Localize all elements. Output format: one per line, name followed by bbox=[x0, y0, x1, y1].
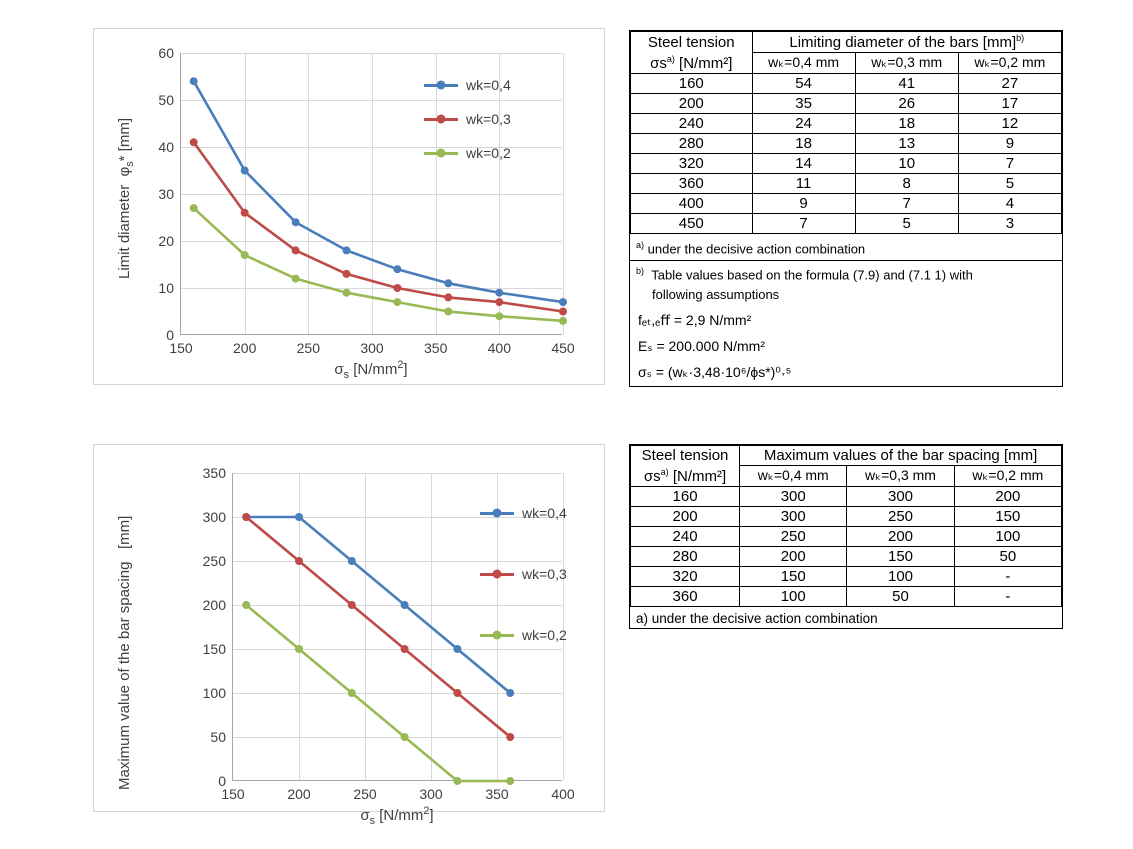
legend-swatch-wk-03 bbox=[424, 118, 458, 121]
table-notes bbox=[630, 234, 1062, 388]
header-cell-span-title: Maximum values of the bar spacing [mm] bbox=[740, 446, 1062, 466]
chart-legend bbox=[424, 77, 511, 179]
header-cell-sigma: σs$^{a)}$ [N/mm²] bbox=[631, 53, 753, 74]
bar-spacing-chart-panel bbox=[93, 444, 605, 827]
table-row: 240 250 200 100 bbox=[631, 526, 1062, 546]
legend-item bbox=[424, 145, 511, 161]
y-axis-tick: 150 bbox=[202, 641, 226, 657]
note-b: $^{b)}$ Table values based on the formula (7.9) and (7.1 1) with bbox=[636, 266, 973, 283]
legend-swatch-wk-02 bbox=[480, 634, 514, 637]
y-axis-tick: 50 bbox=[210, 729, 226, 745]
notes-divider bbox=[630, 260, 1062, 261]
chart-legend bbox=[480, 505, 567, 661]
header-cell-steel-tension: Steel tension bbox=[631, 446, 740, 466]
table-row: 200 35 26 17 bbox=[631, 93, 1062, 113]
legend-swatch-wk-02 bbox=[424, 152, 458, 155]
y-axis-tick: 0 bbox=[166, 327, 174, 343]
legend-label: wk=0,3 bbox=[522, 566, 567, 582]
table-header-row bbox=[631, 446, 1062, 466]
table-row: 200 300 250 150 bbox=[631, 506, 1062, 526]
table-subheader-row bbox=[631, 466, 1062, 487]
table-header-row bbox=[631, 32, 1062, 53]
header-cell-wk04: wₖ=0,4 mm bbox=[752, 53, 855, 74]
legend-label: wk=0,4 bbox=[522, 505, 567, 521]
table-row: 450 7 5 3 bbox=[631, 213, 1062, 233]
x-axis-tick: 350 bbox=[485, 786, 509, 802]
x-axis-tick: 300 bbox=[419, 786, 443, 802]
formula-es: Eₛ = 200.000 N/mm² bbox=[638, 337, 765, 354]
x-axis-tick: 450 bbox=[551, 340, 575, 356]
y-axis-tick: 250 bbox=[202, 553, 226, 569]
y-axis-tick: 100 bbox=[202, 685, 226, 701]
x-axis-title: $\sigma_s$ $[N/mm^2]$ bbox=[334, 359, 408, 381]
x-axis-tick: 200 bbox=[233, 340, 257, 356]
y-axis-tick: 20 bbox=[158, 233, 174, 249]
legend-label: wk=0,4 bbox=[466, 77, 511, 93]
table-row: 160 54 41 27 bbox=[631, 73, 1062, 93]
header-cell-wk04: wₖ=0,4 mm bbox=[740, 466, 847, 487]
legend-item bbox=[424, 77, 511, 93]
table-row: 160 300 300 200 bbox=[631, 486, 1062, 506]
header-cell-wk02: wₖ=0,2 mm bbox=[954, 466, 1061, 487]
x-axis-tick: 150 bbox=[221, 786, 245, 802]
y-axis-tick: 0 bbox=[218, 773, 226, 789]
y-axis-tick: 10 bbox=[158, 280, 174, 296]
x-axis-title: $\sigma_s$ $[N/mm^2]$ bbox=[360, 805, 434, 827]
x-axis-tick: 300 bbox=[360, 340, 384, 356]
note-b-cont: following assumptions bbox=[652, 287, 780, 303]
legend-item bbox=[480, 505, 567, 521]
table-row: 360 100 50 - bbox=[631, 586, 1062, 606]
table-row: 360 11 8 5 bbox=[631, 173, 1062, 193]
legend-label: wk=0,2 bbox=[522, 627, 567, 643]
gridline bbox=[563, 53, 564, 334]
x-axis-tick: 250 bbox=[353, 786, 377, 802]
x-axis-tick: 400 bbox=[551, 786, 575, 802]
limit-diameter-chart-panel bbox=[93, 28, 605, 385]
legend-swatch-wk-04 bbox=[480, 512, 514, 515]
table-row: 240 24 18 12 bbox=[631, 113, 1062, 133]
y-axis-tick: 60 bbox=[158, 45, 174, 61]
header-cell-sigma: σs$^{a)}$ [N/mm²] bbox=[631, 466, 740, 487]
formula-fct-eff: fₑₜ,ₑﬀ = 2,9 N/mm² bbox=[638, 311, 752, 328]
y-axis-tick: 300 bbox=[202, 509, 226, 525]
y-axis-title: Limit diameter $\varphi_s*$ [mm] bbox=[116, 117, 136, 279]
header-cell-wk02: wₖ=0,2 mm bbox=[958, 53, 1061, 74]
series-wk-04 bbox=[242, 513, 514, 697]
x-axis-tick: 400 bbox=[487, 340, 511, 356]
series-wk-02 bbox=[190, 204, 567, 325]
legend-label: wk=0,3 bbox=[466, 111, 511, 127]
table-subheader-row bbox=[631, 53, 1062, 74]
x-axis-tick: 200 bbox=[287, 786, 311, 802]
legend-swatch-wk-03 bbox=[480, 573, 514, 576]
legend-item bbox=[480, 627, 567, 643]
y-axis-tick: 200 bbox=[202, 597, 226, 613]
table-row: 320 150 100 - bbox=[631, 566, 1062, 586]
table-row: 280 200 150 50 bbox=[631, 546, 1062, 566]
x-axis-tick: 150 bbox=[169, 340, 193, 356]
bar-spacing-table bbox=[629, 444, 1063, 629]
note-a: $^{a)}$ under the decisive action combination bbox=[636, 239, 866, 256]
header-sup-b: b) bbox=[1016, 33, 1025, 43]
x-axis-tick: 350 bbox=[424, 340, 448, 356]
y-axis-tick: 30 bbox=[158, 186, 174, 202]
y-axis-tick: 40 bbox=[158, 139, 174, 155]
x-axis-tick: 250 bbox=[296, 340, 320, 356]
header-cell-steel-tension: Steel tension bbox=[631, 32, 753, 53]
table-row: 400 9 7 4 bbox=[631, 193, 1062, 213]
table-note: a) under the decisive action combination bbox=[636, 610, 878, 626]
header-cell-span-title: Limiting diameter of the bars [mm]$^{b)}$ bbox=[752, 32, 1061, 53]
y-axis-tick: 50 bbox=[158, 92, 174, 108]
legend-swatch-wk-04 bbox=[424, 84, 458, 87]
legend-item bbox=[480, 566, 567, 582]
header-cell-wk03: wₖ=0,3 mm bbox=[855, 53, 958, 74]
formula-sigma-s: σₛ = (wₖ·3,48·10⁶/ϕs*)⁰˕⁵ bbox=[638, 363, 792, 380]
series-wk-03 bbox=[242, 513, 514, 741]
table-row: 280 18 13 9 bbox=[631, 133, 1062, 153]
limiting-diameter-table bbox=[629, 30, 1063, 387]
bar-spacing-data-table bbox=[630, 445, 1062, 607]
y-axis-tick: 350 bbox=[202, 465, 226, 481]
limiting-diameter-data-table bbox=[630, 31, 1062, 234]
header-cell-wk03: wₖ=0,3 mm bbox=[847, 466, 954, 487]
legend-label: wk=0,2 bbox=[466, 145, 511, 161]
table-row: 320 14 10 7 bbox=[631, 153, 1062, 173]
legend-item bbox=[424, 111, 511, 127]
y-axis-title: Maximum value of the bar spacing [mm] bbox=[116, 515, 133, 790]
